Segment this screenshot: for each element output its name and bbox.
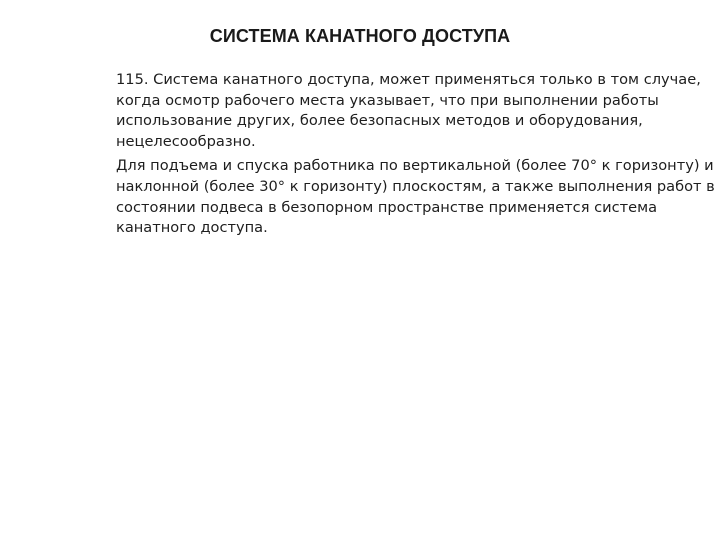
text-line: наклонной (более 30° к горизонту) плоскостям, а также выполнения работ в xyxy=(116,177,715,195)
text-line: Для подъема и спуска работника по вертикальной (более 70° к горизонту) и xyxy=(116,157,714,175)
text-line: когда осмотр рабочего места указывает, что при выполнении работы xyxy=(116,91,659,109)
text-line: состоянии подвеса в безопорном пространстве применяется система xyxy=(116,198,658,216)
slide-title: СИСТЕМА КАНАТНОГО ДОСТУПА xyxy=(209,26,511,46)
slide-body xyxy=(116,70,716,243)
text-line: канатного доступа. xyxy=(116,219,268,237)
text-line: использование других, более безопасных методов и оборудования, xyxy=(116,112,643,130)
text-line: 115. Система канатного доступа, может применяться только в том случае, xyxy=(116,71,701,88)
paragraph-rope-access-usage xyxy=(116,156,716,238)
text-line: нецелесообразно. xyxy=(116,132,256,150)
paragraph-115 xyxy=(116,70,716,152)
